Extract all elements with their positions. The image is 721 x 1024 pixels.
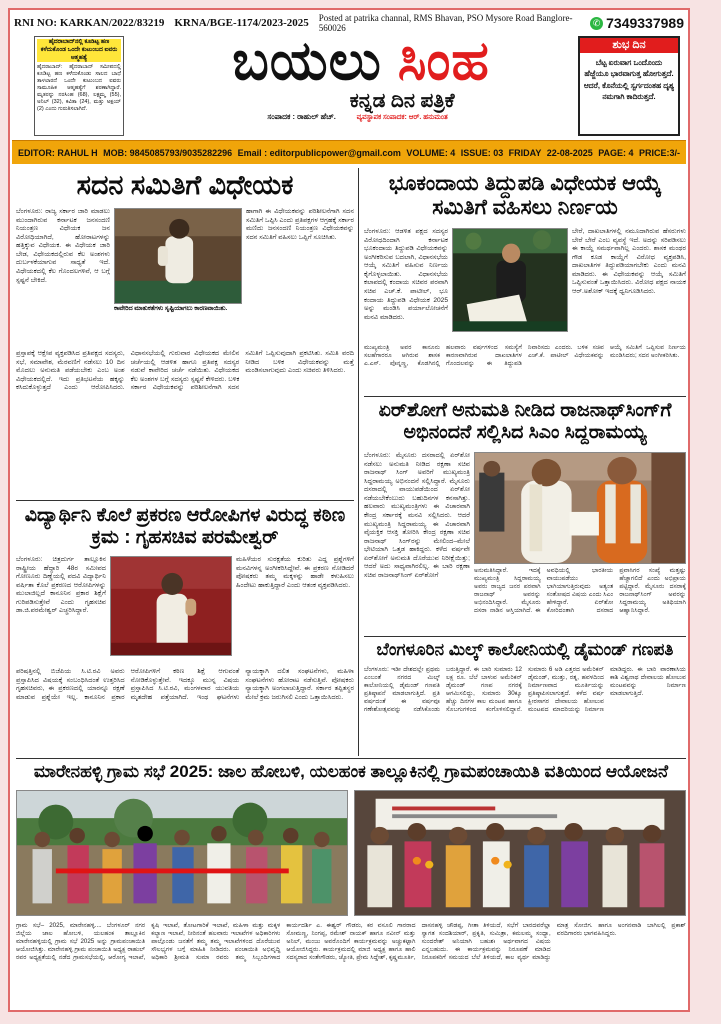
headline-r3: ಬೆಂಗಳೂರಿನ ಮಿಲ್ಕ್ ಕಾಲೋನಿಯಲ್ಲಿ ಡೈಮಂಡ್ ಗಣಪತಿ — [376, 640, 674, 659]
photo-stage-gathering — [354, 790, 686, 916]
info-volume: VOLUME: 4 — [406, 147, 456, 158]
paper-subtitle: ಕನ್ನಡ ದಿನ ಪತ್ರಿಕೆ — [349, 90, 455, 112]
good-day-title: ಶುಭ ದಿನ — [580, 38, 678, 53]
info-day: FRIDAY — [508, 147, 542, 158]
headline-bottom: ಮಾರೇನಹಳ್ಳಿ ಗ್ರಾಮ ಸಭೆ 2025: ಜಾಲ ಹೋಬಳಿ, ಯಲಹಂಕ ತಾಲ್ಲೂಕಿನಲ್ಲಿ ಗ್ರಾಮಪಂಚಾಯಿತಿ ವತಿಯಿಂದ ಆಯೋಜನೆ — [33, 762, 669, 781]
info-editor: EDITOR: RAHUL H — [18, 147, 98, 158]
posting-info: Posted at patrika channal, RMS Bhavan, PSO Mysore Road Banglore-560026 — [318, 13, 573, 33]
photo-ribbon-cutting — [16, 790, 348, 916]
contact-phone — [590, 15, 684, 31]
article-l1-col1: ಬೆಂಗಳೂರು: ರಾಜ್ಯ ಸರ್ಕಾರ ಜಾರಿ ಮಾಡಲು ಮುಂದಾಗಿರುವ ಕರ್ನಾಟಕ ಜನಸಂದಣಿ ನಿಯಂತ್ರಣ ವಿಧೇಯಕ ಜನ ವಿರೋಧಿಯಾಗಿದೆ, ಹೋರಾಟಗಳನ್ನು ಹತ್ತಿಕ್ಕುವ ವಿಧೇಯಕ. ಈ ವಿಧೇಯಕ ಜಾರಿ ಬೇಡ, ವಿಧೇಯಕದಲ್ಲಿರುವ ಕೆಲ ಅಂಶಗಳು ದುರ್ಬಳಕೆಯಾಗುವ ಸಾಧ್ಯತೆ ಇದೆ. ವಿಧೇಯಕದಲ್ಲಿ ಕೆಲ ಗೊಂದಲಗಳಿವೆ, ಆ ಬಗ್ಗೆ ಸ್ಪಷ್ಟನೆ ಬೇಕಿದೆ. — [16, 208, 110, 284]
divider-r2-r3 — [364, 636, 686, 637]
article-r2-body: ಅನುಮತಿಸಿದ್ದಾರೆ. ಇದಕ್ಕೆ ಮುಖ್ಯಮಂತ್ರಿ ಸಿದ್ದರಾಮಯ್ಯ ಅವರು ರಾಜ್ಯದ ಜನರ ಪರವಾಗಿ ರಾಜನಾಥ್ ಅವರನ್ನು ಅಭಿನಂದಿಸಿದ್ದಾರೆ. ಮೈಸೂರು ದಸರಾ ನಾಡಿನ ಆಸ್ತಿಯಾಗಿದೆ. ಈ ಅವಧಿಯಲ್ಲಿ ಭಾರತೀಯ ವಾಯುಪಡೆಯು ಭಾಗಿಯಾಗುತ್ತಿರುವುದು ಅತ್ಯಂತ ಸಂತೋಷದ ವಿಷಯ ಎಂದು ಸಿಎಂ ಹೇಳಿದ್ದಾರೆ. ಏರ್‌ಶೋ ಕೋರಿದಂತಾಗಿ ದಸರಾದ ಪ್ರವಾಸಿಗರ ಸಂಖ್ಯೆ ಮತ್ತಷ್ಟು ಹೆಚ್ಚಾಗಲಿದೆ ಎಂದು ಅಭಿಪ್ರಾಯ ಪಟ್ಟಿದ್ದಾರೆ. ಮೈಸೂರು ದಸರಾಕ್ಕೆ ರಾಜನಾಥ್‌ಸಿಂಗ್ ಅವರನ್ನು ಸಿದ್ದರಾಮಯ್ಯ ಅತಿಥಿಯಾಗಿ ಆಹ್ವಾನಿಸಿದ್ದಾರೆ. — [474, 567, 686, 615]
headline-r2: ಏರ್‌ಶೋಗೆ ಅನುಮತಿ ನೀಡಿದ ರಾಜನಾಥ್‌ಸಿಂಗ್‌ಗೆ ಅಭಿನಂದನೆ ಸಲ್ಲಿಸಿದ ಸಿಎಂ ಸಿದ್ದರಾಮಯ್ಯ — [378, 400, 672, 443]
article-l1-col3: ಹಾಗಾಗಿ ಈ ವಿಧೇಯಕವನ್ನು ಪರಿಶೀಲನೆಗಾಗಿ ಸದನ ಸಮಿತಿಗೆ ಒಪ್ಪಿಸಿ ಎಂದು ಪ್ರತಿಪಕ್ಷಗಳ ಆಗ್ರಹಕ್ಕೆ ಸರ್ಕಾರ ಮಣಿದು ಜನಸಂದಣಿ ನಿಯಂತ್ರಣ ವಿಧೇಯಕವನ್ನು ಸದನ ಸಮಿತಿಗೆ ವಹಿಸಲು ಒಪ್ಪಿಗೆ ಸೂಚಿಸಿತು. — [246, 208, 354, 241]
rni-number: RNI NO: KARKAN/2022/83219 — [14, 17, 165, 29]
article-r3-body: ಬೆಂಗಳೂರು: ಇಡೀ ದೇಶದಲ್ಲೇ ಪ್ರಥಮ ಎಂಬಂತೆ ನಗರದ ಮಿಲ್ಕ್ ಕಾಲೋನಿಯಲ್ಲಿ ಡೈಮಂಡ್ ಗಣಪತಿ ಪ್ರತಿಷ್ಠಾಪನೆ ಮಾಡಲಾಗುತ್ತಿದೆ. ಪ್ರತಿ ವರ್ಷದಂತೆ ಈ ವರ್ಷವೂ ಗಣೇಶೋತ್ಸವವನ್ನು ನಡೆಸಿಕೊಂಡು ಬರುತ್ತಿದ್ದಾರೆ. ಈ ಬಾರಿ ಸುಮಾರು 12 ಲಕ್ಷ ರೂ. ಬೆಲೆ ಬಾಳುವ ಅಮೆರಿಕನ್ ಡೈಮಂಡ್ ಗಣಪ ನಗರಕ್ಕೆ ಆಗಮಿಸಲಿದ್ದು, ಸುಮಾರು 30ಕ್ಕೂ ಹೆಚ್ಚು ದಿನಗಳ ಕಾಲ ಮಂಟಪ ಹಾಗೂ ಸೊಬಗುಗಳಿಂದ ಕಂಗೊಳಿಸಲಿದ್ದಾನೆ. ಸುಮಾರು 6 ಅಡಿ ಎತ್ತರದ ಅಮೆರಿಕನ್ ಡೈಮಂಡ್, ಮುತ್ತು, ರತ್ನ, ಹವಳದಿಂದ ನಿರ್ಮಾಣವಾದ ಮೂರ್ತಿಯನ್ನು ಪ್ರತಿಷ್ಠಾಪಿಸಲಾಗುತ್ತದೆ. ಕಳೆದ ವರ್ಷ ಕ್ಷೀರಸಾಗರ ದೇವಾಲಯ ಹೋಲುವ ಮಂಟಪದ ಮಾದರಿಯನ್ನು ನಿರ್ಮಾಣ ಮಾಡಿದ್ದರು. ಈ ಬಾರಿ ವಾರಣಾಸಿಯ ಕಾಶಿ ವಿಶ್ವನಾಥ ದೇವಾಲಯ ಹೋಲುವ ಮಂಟಪವನ್ನು ನಿರ್ಮಾಣ ಮಾಡಲಾಗುತ್ತಿದೆ. — [364, 666, 686, 714]
photo-parameshwar-speaking — [110, 556, 232, 656]
divider-l1-l2 — [16, 500, 354, 501]
article-bottom-body: ಗ್ರಾಮ ಸಭೆ– 2025, ಮಾರೇನಹಳ್ಳಿ.... ಬೆಂಗಳೂರ್ ನಗರ ಜಿಲ್ಲೆಯ ಜಾಲ ಹೋಬಳಿ, ಯಲಹಂಕ ತಾಲ್ಲೂಕಿನ ಮಾರೇನಹಳ್ಳಿಯಲ್ಲಿ ಗ್ರಾಮ ಸಭೆ 2025 ಅನ್ನು ಗ್ರಾಮಪಂಚಾಯಿತಿ ಆಯೋಜಿಸಿತ್ತು. ಮಾರೇನಹಳ್ಳಿ ಗ್ರಾಮ ಪಂಚಾಯಿತಿ ಅಧ್ಯಕ್ಷ ರಾಹುಲ್ ರವರ ಅಧ್ಯಕ್ಷತೆಯಲ್ಲಿ ನಡೆದ ಗ್ರಾಮಸಭೆಯಲ್ಲಿ, ಆರೋಗ್ಯ ಇಲಾಖೆ, ಕೃಷಿ ಇಲಾಖೆ, ತೋಟಗಾರಿಕೆ ಇಲಾಖೆ, ಮಹಿಳಾ ಮತ್ತು ಮಕ್ಕಳ ಕಲ್ಯಾಣ ಇಲಾಖೆ, ನೀರಿನಂತೆ ಹಲವಾರು ಇಲಾಖೆಗಳ ಅಧಿಕಾರಿಗಳು ಪಾಲ್ಗೊಂಡು ಜನತೆಗೆ ತಮ್ಮ ತಮ್ಮ ಇಲಾಖೆಗಳಿಂದ ದೊರೆಯುವ ಸೌಲಭ್ಯಗಳ ಬಗ್ಗೆ ಮಾಹಿತಿ ನೀಡಿದರು. ಪಂಚಾಯಿತಿ ಅಭಿವೃದ್ಧಿ ಅಧಿಕಾರಿ ಶ್ರೀಮತಿ ಸುಮಾ ರವರು ತಮ್ಮ ಸಿಬ್ಬಂದಿಗಳಾದ ಕಾರ್ಯದರ್ಶಿ ಎ. ಈಶ್ವರ್ ಗೌಡರು, ಕರ ವಸೂಲಿ ಗಾರರಾದ ಸೋಮಣ್ಣ, ನಿಂಗಪ್ಪ, ರಮೇಶ್ ನಾಯಕ್ ಹಾಗೂ ನವೀನ್ ಮತ್ತು ಅನಿಲ್, ಮಂಜು ಅವರೊಂದಿಗೆ ಕಾರ್ಯಕ್ರಮವನ್ನು ಅಚ್ಚುಕಟ್ಟಾಗಿ ಆಯೋಜಿಸಿದ್ದರು. ಕಾರ್ಯಕ್ರಮದಲ್ಲಿ ಮಾಜಿ ಅಧ್ಯಕ್ಷ ಹಾಗೂ ಹಾಲಿ ಸದಸ್ಯರಾದ ಸಂತೇಗೌಡರು, ಜ್ಯೋತಿ, ಪ್ರೇಮ ಸಿದ್ದೇಶ್, ಕೃಷ್ಣಮೂರ್ತಿ, ದಾಸನಹಳ್ಳಿ ಚೌಡಪ್ಪ, ಗೀತಾ ತಿಳಿಯದೆ, ಸಭೆಗೆ ಬಾರದವರೆಲ್ಲಾ ಸ್ವಾಗತ ಸಂದಶಿಯಾರ್, ಪ್ರಕೃತಿ, ಸುಮಿತ್ರಾ, ಕಮಲಮ್ಮ ಸಂಧ್ಯಾ, ಸುಂದರೇಶ್ ಅನಿಯಾಗಿ ಬಹುಶಃ ಅರ್ಥವಾಗದ ವಿಷಯ ಎನ್ನಬಹುದು. ಈ ಕಾರ್ಯಕ್ರಮವನ್ನು ನಿರೂಪಣೆ ಮಾಡಿದ ನಿರೂಪಕರಿಗೆ ಸಮಯದ ಬೆಲೆ ತಿಳಿಯದೆ, ಕಾಲ ವ್ಯರ್ಥ ಮಾಡಿದ್ದು ಮಾತ್ರ ಸೋಜಿಗ. ಹಾಗೂ ಅಂಗನವಾಡಿ ಬಾಗಿಲಲ್ಲಿ ಪ್ರಕಾಶ್ ವರದಿಗಾರರು ಭಾಗವಹಿಸಿದ್ದರು. — [16, 922, 686, 962]
article-r1-col1: ಬೆಂಗಳೂರು: ಆಡಳಿತ ಪಕ್ಷದ ಸದಸ್ಯರ ವಿರೋಧದಿಂದಾಗಿ ಕರ್ನಾಟಕ ಭೂಕಂದಾಯ ತಿದ್ದುಪಡಿ ವಿಧೇಯಕವನ್ನು ಅಂಗೀಕರಿಸುವ ಬದಲಾಗಿ, ವಿಧಾನಸಭೆಯ ಆಯ್ಕೆ ಸಮಿತಿಗೆ ವಹಿಸುವ ನಿರ್ಣಯ ಕೈಗೊಳ್ಳಲಾಯಿತು. ವಿಧಾನಸಭೆಯ ಕಲಾಪದಲ್ಲಿ ಕಂದಾಯ ಸಚಿವರ ಪರವಾಗಿ ಸಚಿವ ಎಚ್.ಕೆ. ಪಾಟೀಲ್, ಭೂ ಕಂದಾಯ ತಿದ್ದುಪಡಿ ವಿಧೇಯಕ 2025 ಅನ್ನು ಮಂಡಿಸಿ ಪರ್ಯಾಲೋಚನೆಗೆ ಮನವಿ ಮಾಡಿದರು. — [364, 228, 448, 321]
news-brief-box — [34, 36, 124, 136]
title-red: ಸಿಂಹ — [397, 31, 490, 91]
article-l2-col3: ಮಹಿಳೆಯರ ಸುರಕ್ಷತೆಯ ಕುರಿತು ಎದ್ದ ಪ್ರಶ್ನೆಗಳಿಗೆ ಮನವಿಗಳನ್ನ ಅಂಗೀಕರಿಸಿದ್ದೇವೆ. ಈ ಪ್ರಕರಣ ನೋಡಿದರೆ ಪೋಷಕರು ತಮ್ಮ ಮಕ್ಕಳನ್ನು ಹಾಡೇ ಕಳುಹಿಸಲು ಹಿಂದೇಟು ಹಾಕುತ್ತಿದ್ದಾರೆ ಎಂದು ಆತಂಕ ವ್ಯಕ್ತಪಡಿಸಿದರು. — [236, 556, 354, 589]
article-l2-body: ಪರಿಷತ್ತಿನಲ್ಲಿ ಬಿಜೆಪಿಯ ಸಿ.ಟಿ.ರವಿ ಅವರು ಪ್ರಸ್ತಾಪಿಸಿದ ವಿಷಯಕ್ಕೆ ಸಂಬಂಧಿಸಿದಂತೆ ಉತ್ತರಿಸಿದ ಗೃಹಸಚಿವರು, ಈ ಪ್ರಕರಣದಲ್ಲಿ ಯಾರನ್ನೂ ರಕ್ಷಣೆ ಮಾಡುವ ಪ್ರಶ್ನೆಯೇ ಇಲ್ಲ. ಕಾನೂನಿನ ಪ್ರಕಾರ ಆರೋಪಿಗಳಿಗೆ ಕಠಿಣ ಶಿಕ್ಷೆ ಆಗುವಂತೆ ನೋಡಿಕೊಳ್ಳುತ್ತೇವೆ. ಇದಕ್ಕೂ ಮುನ್ನ ವಿಷಯ ಪ್ರಸ್ತಾಪಿಸಿದ ಸಿ.ಟಿ.ರವಿ, ಮಂಗಳವಾರ ಯುವತಿಯ ಮೃತದೇಹ ಪತ್ತೆಯಾಗಿದೆ. ಇಂಥ ಘಟನೆಗಳು ನ್ಯಾಯಕ್ಕಾಗಿ ದಲಿತ ಸಂಘಟನೆಗಳು, ಮಹಿಳಾ ಸಂಘಟನೆಗಳು ಹೋರಾಟ ನಡೆಸುತ್ತಿವೆ. ಪೋಷಕರು ನ್ಯಾಯಕ್ಕಾಗಿ ಅಂಗಲಾಚುತ್ತಿದ್ದಾರೆ. ಸರ್ಕಾರ ತಪ್ಪಿತಸ್ಥರ ಮೇಲೆ ಕ್ರಮ ಜರುಗಿಸಲಿ ಎಂದು ಒತ್ತಾಯಿಸಿದರು. — [16, 668, 354, 701]
whatsapp-icon: ✆ — [590, 17, 603, 30]
brief-body: ಹೈದರಾಬಾದ್: ಹೈದರಾಬಾದ್ ಸಮೀಪದಲ್ಲಿ ಕೂಡಿಟ್ಟ ಹಣ ಕಳೆದುಕೊಂಡು ಸಾಲದ ಬಾಧೆ ತಾಳಲಾರದೆ ಒಂದೇ ಕುಟುಂಬದ ಐವರು ಸಾಮೂಹಿಕ ಆತ್ಮಹತ್ಯೆಗೆ ಶರಣಾಗಿದ್ದಾರೆ. ಮೃತರನ್ನು ನರಸಿಂಹ (68), ಲಕ್ಷ್ಮಮ್ಮ (55), ಅನಿಲ್ (32), ಕವಿತಾ (24), ಮತ್ತು ಅಕ್ಷಯ್ (2) ಎಂದು ಗುರುತಿಸಲಾಗಿದೆ. — [37, 64, 121, 112]
article-l1-body: ಪ್ರಸ್ತಾಪಕ್ಕೆ ಆಕ್ಷೇಪ ವ್ಯಕ್ತಪಡಿಸಿದ ಪ್ರತಿಪಕ್ಷದ ಸದಸ್ಯರು, ಸಭೆ, ಸಮಾವೇಶ, ಮೆರವಣಿಗೆ ನಡೆಸಲು 10 ದಿನ ಮೊದಲು ಅನುಮತಿ ಪಡೆಯಬೇಕು ಎಂಬ ಅಂಶ ವಿಧೇಯಕದಲ್ಲಿದೆ. ಇದು ಪ್ರತಿಭಟನೆಯ ಹಕ್ಕನ್ನು ಕಸಿದುಕೊಳ್ಳುತ್ತದೆ ಎಂದು ಆರೋಪಿಸಿದರು. ವಿಧಾನಸಭೆಯಲ್ಲಿ ಗುರುವಾರ ವಿಧೇಯಕದ ಮೇಲಿನ ಚರ್ಚೆಯಲ್ಲಿ ಆಡಳಿತ ಹಾಗೂ ಪ್ರತಿಪಕ್ಷ ಸದಸ್ಯರ ನಡುವೆ ಕಾವೇರಿದ ಚರ್ಚೆ ನಡೆಯಿತು. ವಿಧೇಯಕದ ಕೆಲ ಅಂಶಗಳ ಬಗ್ಗೆ ಸದಸ್ಯರು ಸ್ಪಷ್ಟನೆ ಕೇಳಿದರು. ಬಳಿಕ ಸರ್ಕಾರ ವಿಧೇಯಕವನ್ನು ಪರಿಶೀಲನೆಗಾಗಿ ಸದನ ಸಮಿತಿಗೆ ಒಪ್ಪಿಸುವುದಾಗಿ ಪ್ರಕಟಿಸಿತು. ಸಮಿತಿ ವರದಿ ನೀಡಿದ ಬಳಿಕ ವಿಧೇಯಕವನ್ನು ಮತ್ತೆ ಮಂಡಿಸಲಾಗುವುದು ಎಂದು ಸಚಿವರು ತಿಳಿಸಿದರು. — [16, 350, 354, 392]
photo-minister-signing — [452, 228, 568, 332]
managing-editor-line: ವ್ಯವಸ್ಥಾಪಕ ಸಂಪಾದಕ: ಆರ್. ಹನುಮಂತ — [356, 114, 448, 121]
info-issue: ISSUE: 03 — [460, 147, 504, 158]
article-r1-col3: ಬೇರೆ, ದಾಖಲಾತಿಗಳಲ್ಲಿ ನಮೂದಾಗಿರುವ ಹೆಸರುಗಳು ಬೇರೆ ಬೇರೆ ಎಂಬ ವ್ಯವಸ್ಥೆ ಇದೆ. ಅದನ್ನು ಸರಿಪಡಿಸಲು ಈ ಕಾಯ್ದೆ ಸಮರ್ಥವಾಗಿಲ್ಲ ಎಂದರು. ಶಾಸಕ ಮಂಥರ ಗೌಡ ಕೂಡ ಕಾಯ್ದೆಗೆ ವಿರೋಧ ವ್ಯಕ್ತಪಡಿಸಿ, ದಾಖಲಾತಿಗಳ ತಿದ್ದುಪಡಿಯಾಗಬೇಕು ಎಂದು ಮನವಿ ಮಾಡಿದರು. ಈ ವಿಧೇಯಕವನ್ನು ಆಯ್ಕೆ ಸಮಿತಿಗೆ ಒಪ್ಪಿಸುವಂತೆ ಒತ್ತಾಯಿಸಿದರು. ವಿರೋಧ ಪಕ್ಷದ ನಾಯಕ ಆರ್.ಅಶೋಕ್ ಇದಕ್ಕೆ ಧ್ವನಿಗೂಡಿಸಿದರು. — [572, 228, 686, 295]
good-day-box — [578, 36, 680, 136]
info-price: PRICE:3/- — [638, 147, 680, 158]
title-black: ಬಯಲು — [232, 31, 382, 91]
article-r2-col1: ಬೆಂಗಳೂರು: ಮೈಸೂರು ದಸರಾದಲ್ಲಿ ಏರ್‌ಶೋ ನಡೆಸಲು ಅನುಮತಿ ನೀಡಿದ ರಕ್ಷಣಾ ಸಚಿವ ರಾಜನಾಥ್ ಸಿಂಗ್ ಅವರಿಗೆ ಮುಖ್ಯಮಂತ್ರಿ ಸಿದ್ದರಾಮಯ್ಯ ಅಭಿನಂದನೆ ಸಲ್ಲಿಸಿದ್ದಾರೆ. ಮೈಸೂರು ದಸರಾದಲ್ಲಿ ವಾಯುಪಡೆಯಿಂದ ಏರ್‌ಶೋ ನಡೆಯಬೇಕೆಂಬುದು ಬಹುದಿನಗಳ ಕನಸಾಗಿತ್ತು. ಹಲವಾರು ಮುಖ್ಯಮಂತ್ರಿಗಳು ಈ ವಿಚಾರವಾಗಿ ಕೇಂದ್ರ ಸರ್ಕಾರಕ್ಕೆ ಮನವಿ ಸಲ್ಲಿಸಿದರು. ಆದರೆ ಮುಖ್ಯಮಂತ್ರಿ ಸಿದ್ದರಾಮಯ್ಯ ಈ ವಿಚಾರವಾಗಿ ವೈಯಕ್ತಿಕ ಆಸಕ್ತಿ ತೋರಿಸಿ ಕೇಂದ್ರ ರಕ್ಷಣಾ ಸಚಿವ ರಾಜನಾಥ್ ಸಿಂಗ್‌ರನ್ನು ಮೇಲಿಂದ–ಮೇಲೆ ಭೇಟಿಯಾಗಿ ಒತ್ತಡ ಹಾಕಿದ್ದರು. ಕಳೆದ ವರ್ಷವೇ ಏರ್‌ಶೋಗೆ ಅನುಮತಿ ದೊರೆಯುವ ನಿರೀಕ್ಷೆಯಿತ್ತು; ಆದರೆ ಅದು ಸಾಧ್ಯವಾಗಿರಲಿಲ್ಲ. ಈ ಬಾರಿ ರಕ್ಷಣಾ ಸಚಿವ ರಾಜನಾಥ್‌ಸಿಂಗ್ ಏರ್‌ಶೋಗೆ — [364, 452, 470, 579]
divider-r1-r2 — [364, 396, 686, 397]
article-l2-col1: ಬೆಂಗಳೂರು: ಚಿತ್ರದುರ್ಗ ತಾಲ್ಲೂಕಿನ ರಾಷ್ಟ್ರೀಯ ಹೆದ್ದಾರಿ 48ರ ಸಮೀಪದ ಗೋಣೂರು ದಿಣ್ಣೆಯಲ್ಲಿ ಪದವಿ ವಿದ್ಯಾರ್ಥಿನಿ ವರ್ಷಿತಾ ಕೊಲೆ ಪ್ರಕರಣದ ಆರೋಪಿಗಳನ್ನು ಮುಲಾಜಿಲ್ಲದೆ ಕಾನೂನಿನ ಪ್ರಕಾರ ಶಿಕ್ಷೆಗೆ ಗುರಿಪಡಿಸುತ್ತೇವೆ ಎಂದು ಗೃಹಸಚಿವ ಡಾ.ಜಿ.ಪರಮೇಶ್ವರ್ ಎಚ್ಚರಿಸಿದ್ದಾರೆ. — [16, 556, 106, 615]
article-r1-body: ಮುಖ್ಯಮಂತ್ರಿ ಅವರ ಕಾನೂನು ಸಲಹೆಗಾರರೂ ಆಗಿರುವ ಶಾಸಕ ಎ.ಎಸ್. ಪೊನ್ನಣ್ಣ, ಕೊಡಗಿನಲ್ಲಿ ಹಲವಾರು ವರ್ಷಗಳಿಂದ ಸಮಸ್ಯೆಗೆ ಕಾರಣವಾಗಿರುವ ದಾಖಲಾತಿಗಳ ಗೊಂದಲವನ್ನು ಈ ತಿದ್ದುಪಡಿ ನಿವಾರಿಸದು ಎಂದರು. ಬಳಿಕ ಸಚಿವ ಎಚ್.ಕೆ. ಪಾಟೀಲ್ ವಿಧೇಯಕವನ್ನು ಆಯ್ಕೆ ಸಮಿತಿಗೆ ಒಪ್ಪಿಸುವ ನಿರ್ಣಯ ಮಂಡಿಸಿದರು; ಸದನ ಅಂಗೀಕರಿಸಿತು. — [364, 344, 686, 368]
info-page: PAGE: 4 — [598, 147, 634, 158]
brief-headline: ಹೈದರಾಬಾದ್‌ನಲ್ಲಿ ಕೂಡಿಟ್ಟ ಹಣ ಕಳೆದುಕೊಂಡ ಒಂದೇ ಕುಟುಂಬದ ಐವರು ಆತ್ಮಹತ್ಯೆ — [37, 39, 121, 62]
photo-assembly-speaker — [114, 208, 242, 304]
photo-caption-l1: ಕಾವೇರಿದ ಮಾತುಕತೆಗಳು ಸೃಷ್ಟಿಯಾಗಲು ಕಾರಣವಾಯಿತು. — [114, 305, 228, 312]
editor-line: ಸಂಪಾದಕ : ರಾಹುಲ್ ಹೆಚ್. — [267, 112, 336, 121]
divider-bottom — [16, 758, 686, 759]
photo-cm-rajnath — [474, 452, 686, 564]
info-email: Email : editorpublicpower@gmail.com — [237, 147, 401, 158]
newspaper-page — [8, 8, 690, 1012]
column-divider — [358, 168, 359, 756]
headline-l1: ಸದನ ಸಮಿತಿಗೆ ವಿಧೇಯಕ — [76, 170, 294, 200]
masthead — [128, 31, 594, 138]
good-day-quote: ಬೆಟ್ಟ ಏರುವಾಗ ಒಂದೊಂದು ಹೆಜ್ಜೆಯೂ ಭಾರವಾಗುತ್ತ ಹೋಗುತ್ತದೆ. ಆದರೆ, ಕೊನೆಯಲ್ಲಿ ಸ್ವರ್ಗದಂತಹ ದೃಶ್ಯ ನಮಗಾಗಿ ಕಾದಿರುತ್ತದೆ. — [583, 58, 675, 101]
reg-number: KRNA/BGE-1174/2023-2025 — [174, 17, 309, 29]
info-mob: MOB: 9845085793/9035282296 — [103, 147, 233, 158]
paper-title — [128, 31, 594, 91]
info-bar — [12, 140, 686, 164]
headline-l2: ವಿದ್ಯಾರ್ಥಿನಿ ಕೊಲೆ ಪ್ರಕರಣ ಆರೋಪಿಗಳ ವಿರುದ್ಧ ಕಠಿಣ ಕ್ರಮ : ಗೃಹಸಚಿವ ಪರಮೇಶ್ವರ್ — [24, 505, 346, 548]
info-date: 22-08-2025 — [546, 147, 593, 158]
headline-r1: ಭೂಕಂದಾಯ ತಿದ್ದುಪಡಿ ವಿಧೇಯಕ ಆಯ್ಕೆ ಸಮಿತಿಗೆ ವಹಿಸಲು ನಿರ್ಣಯ — [388, 172, 662, 220]
phone-number: 7349337989 — [606, 15, 684, 31]
